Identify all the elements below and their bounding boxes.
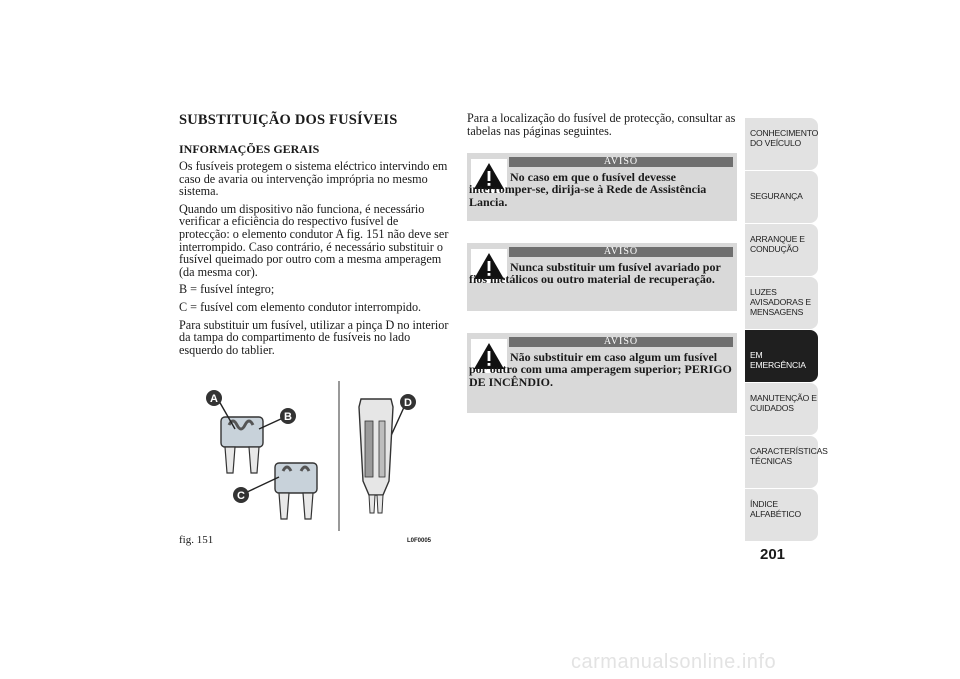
warning-box bbox=[467, 333, 737, 413]
tab-caracteristicas-tecnicas[interactable]: CARACTERÍSTICAS TÉCNICAS bbox=[745, 436, 818, 488]
warning-heading: AVISO bbox=[509, 337, 733, 347]
paragraph: C = fusível com elemento condutor interrompido. bbox=[179, 299, 422, 314]
label-a-badge bbox=[206, 390, 222, 406]
tab-indice-alfabetico[interactable]: ÍNDICE ALFABÉTICO bbox=[745, 489, 818, 541]
label-d: D bbox=[404, 397, 412, 409]
right-column bbox=[467, 112, 737, 142]
label-b-badge bbox=[280, 408, 296, 424]
fuse-pliers bbox=[359, 399, 393, 513]
label-d-badge bbox=[400, 394, 416, 410]
figure-caption: fig. 151 bbox=[179, 534, 214, 546]
paragraph: B = fusível íntegro; bbox=[179, 282, 275, 297]
watermark: carmanualsonline.info bbox=[571, 651, 777, 673]
tab-luzes-avisadoras[interactable]: LUZES AVISADORAS E MENSAGENS bbox=[745, 277, 818, 329]
tab-seguranca[interactable]: SEGURANÇA bbox=[745, 171, 818, 223]
paragraph: Quando um dispositivo não funciona, é necessário verificar a eficiência do respectivo fusível de protecção: o elemento condutor A fig. 151 não deve ser interrompido. Caso contrário, é necessário substituir o fusível queimado por outro com a mesma amperagem (da mesma cor). bbox=[179, 201, 449, 279]
blown-fuse bbox=[275, 463, 317, 519]
warning-box bbox=[467, 153, 737, 221]
tab-em-emergencia[interactable]: EM EMERGÊNCIA bbox=[745, 330, 818, 382]
fuse-illustration bbox=[179, 381, 451, 531]
warning-heading: AVISO bbox=[509, 157, 733, 167]
fuse-figure bbox=[179, 381, 451, 531]
warning-heading: AVISO bbox=[509, 247, 733, 257]
label-c-badge bbox=[233, 487, 249, 503]
left-column bbox=[179, 112, 451, 361]
tab-conhecimento-do-veiculo[interactable]: CONHECIMENTO DO VEÍCULO bbox=[745, 118, 818, 170]
intact-fuse bbox=[221, 417, 263, 473]
right-intro: Para a localização do fusível de protecção, consultar as tabelas nas páginas seguintes. bbox=[467, 111, 736, 138]
subsection-title: INFORMAÇÕES GERAIS bbox=[179, 142, 320, 156]
paragraph: Para substituir um fusível, utilizar a pinça D no interior da tampa do compartimento de fusíveis no lado esquerdo do tablier. bbox=[179, 317, 449, 357]
page-number: 201 bbox=[760, 546, 786, 563]
warning-text: Nunca substituir um fusível avariado por fios metálicos ou outro material de recuperação. bbox=[469, 260, 721, 287]
paragraph: Os fusíveis protegem o sistema eléctrico intervindo em caso de avaria ou intervenção imprópria no mesmo sistema. bbox=[179, 159, 448, 199]
label-b: B bbox=[284, 411, 292, 423]
figure-code: L0F0005 bbox=[407, 538, 432, 544]
warning-text: No caso em que o fusível devesse interromper-se, dirija-se à Rede de Assistência Lancia. bbox=[469, 170, 707, 209]
tab-manutencao-e-cuidados[interactable]: MANUTENÇÃO E CUIDADOS bbox=[745, 383, 818, 435]
warning-box bbox=[467, 243, 737, 311]
tab-arranque-e-conducao[interactable]: ARRANQUE E CONDUÇÃO bbox=[745, 224, 818, 276]
warning-text: Não substituir em caso algum um fusível por outro com uma amperagem superior; PERIGO DE INCÊNDIO. bbox=[469, 350, 732, 389]
label-a: A bbox=[210, 393, 218, 405]
label-c: C bbox=[237, 490, 245, 502]
section-title: SUBSTITUIÇÃO DOS FUSÍVEIS bbox=[179, 112, 398, 128]
